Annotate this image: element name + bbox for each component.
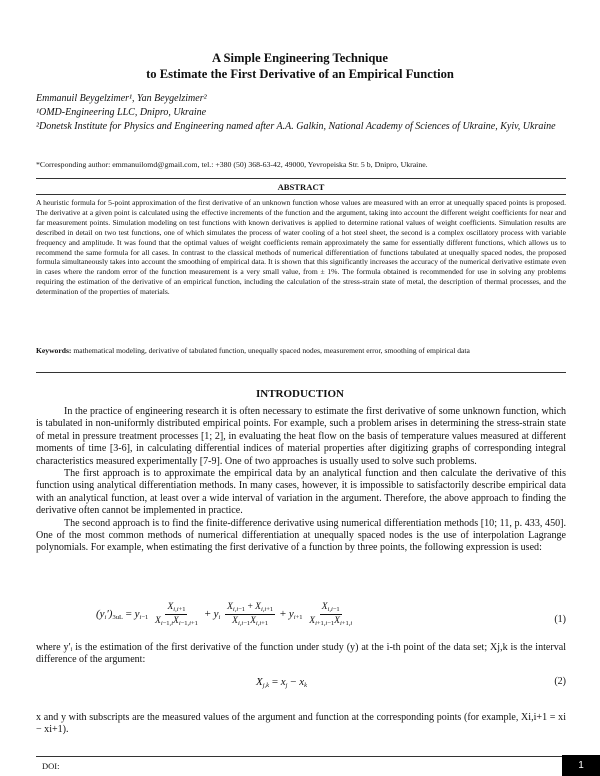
equation-1-number: (1)	[554, 614, 566, 625]
author-names: Emmanuil Beygelzimer¹, Yan Beygelzimer²	[36, 93, 207, 104]
affiliation-1: ¹OMD-Engineering LLC, Dnipro, Ukraine	[36, 107, 207, 118]
abstract-heading: ABSTRACT	[277, 182, 325, 192]
section-heading-introduction: INTRODUCTION	[255, 388, 344, 400]
keywords-text: mathematical modeling, derivative of tabulated function, unequally spaced nodes, measurement error, smoothing of empirical data	[73, 346, 470, 355]
equation-2-body: $X_{j,k} = x_j - x_k$	[256, 676, 307, 689]
intro-paragraph-1: In the practice of engineering research it is often necessary to estimate the first derivative of some unknown function, which is tabulated in non-uniformly distributed empirical points. For example, such a problem arises in determining the stress-strain state of metal in pressure treatment processes [1; 2], in evaluating the heat flow on the basis of temperature values measured at different moments of time [3-6], in calculating differential indices of material properties after digitizing graphs of corresponding integral characteristics measured experimentally [7-9]. One of two approaches is usually used to solve such problems.	[36, 406, 566, 467]
equation-2	[36, 672, 566, 696]
equation-1-body: $(y_i')_{3uL} = y_{i-1}$ $\frac{X_{i,i+1}}{X_{i-1,i}X_{i-1,i+1}}$ + $y_i$ $\frac{X_{i,i-1} + X_{i,i+1}}{X_{i,i-1}X_{i,i+1}}$ + $y_{i+1}$ $\frac{X_{i,i-1}}{X_{i+1,i-1}X_{i+1,i}}$	[96, 602, 353, 627]
intro-paragraph-4: where y′ᵢ is the estimation of the first derivative of the function under study (y) at the i-th point of the data set; Xj,k is the interval difference of the argument:	[36, 642, 566, 666]
keywords-label: Keywords:	[36, 346, 72, 355]
footer-rule	[36, 756, 566, 757]
abstract-top-rule	[36, 178, 566, 179]
paper-title-line2: to Estimate the First Derivative of an Empirical Function	[146, 67, 454, 81]
abstract-bottom-rule	[36, 372, 566, 373]
affiliation-2: ²Donetsk Institute for Physics and Engineering named after A.A. Galkin, National Academy of Sciences of Ukraine, Kyiv, Ukraine	[36, 121, 556, 132]
equation-2-number: (2)	[554, 676, 566, 687]
intro-body-top	[36, 406, 566, 555]
corresponding-author: *Corresponding author: emmanuilomd@gmail.com, tel.: +380 (50) 368-63-42, 49000, Yevropeiska Str. 5 b, Dnipro, Ukraine.	[36, 160, 428, 169]
abstract-text: A heuristic formula for 5-point approximation of the first derivative of an unknown function whose values are measured with an error at unequally spaced points is proposed. The derivative at a given point is calculated using the effective increments of the function and the argument, taking into account the different weight coefficients for near and far measurement points. Simulation modeling on test functions with known derivatives is applied to determine rational values of weight coefficients. Simulation results are described in detail on two test functions, one of which simulates the process of water cooling of a hot steel sheet, the second is a complex oscillatory process with variable frequency and amplitude. It was found that the optimal values of weight coefficients remain approximately the same for essentially different functions, which allows us to recommend the same formula for all cases. In contrast to the classical methods of numerical differentiation of functions tabulated at unequally spaced nodes, the proposed formula simultaneously takes into account the smoothing of empirical data. It is shown that this significantly increases the accuracy of the numerical derivative estimate even in cases where the random error of the function measurement is a very small value, from ± 1%. The formula obtained is recommended for use in solving any problems requiring the estimation of the derivative of an empirical function, including the calculation of the stress-strain state of metal, the description of thermal processes, and the determination of the properties of materials.	[36, 198, 566, 297]
intro-paragraph-3: The second approach is to find the finite-difference derivative using numerical differentiation methods [10; 11, p. 433, 450]. One of the most common methods of numerical differentiation at unequally spaced nodes is the use of interpolation Lagrange polynomials. For example, when estimating the first derivative of a function by three points, the following expression is used:	[36, 517, 566, 554]
paper-title-line1: A Simple Engineering Technique	[211, 51, 388, 65]
intro-paragraph-5: x and y with subscripts are the measured values of the argument and function at the corresponding points (for example, Xi,i+1 = xi − xi+1).	[36, 712, 566, 736]
abstract-heading-rule	[36, 194, 566, 195]
doi-label: DOI:	[42, 761, 60, 771]
page-number: 1	[562, 755, 600, 776]
keywords	[36, 346, 566, 356]
intro-paragraph-2: The first approach is to approximate the empirical data by an analytical function and then calculate the derivative of this function using analytical differentiation methods. In many cases, however, it is impossible to satisfactorily describe empirical data with an analytical function, at least over a wide interval of variation in the argument. Therefore, the above approach to finding the derivative often cannot be implemented in practice.	[36, 468, 566, 517]
equation-1	[36, 602, 566, 642]
